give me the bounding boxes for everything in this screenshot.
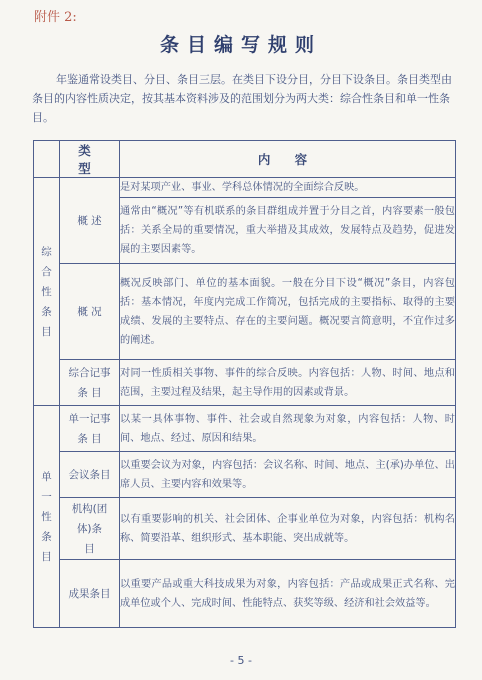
content-cell: 通常由“概况”等有机联系的条目群组成并置于分目之首，内容要素一般包括：关系全局的重要情况，重大举措及其成效，发展特点及趋势，促进发展的主要因素等。 [120, 198, 456, 264]
group-cell-comprehensive [34, 178, 60, 406]
table-row [34, 406, 456, 452]
table-row [34, 178, 456, 198]
table-row [34, 498, 456, 560]
content-cell: 以重要会议为对象，内容包括：会议名称、时间、地点、主(承)办单位、出席人员、主要内容和效果等。 [120, 452, 456, 498]
type-cell [60, 360, 120, 406]
table-header-row [34, 141, 456, 178]
content-cell: 概况反映部门、单位的基本面貌。一般在分目下设“概况”条目，内容包括：基本情况，年度内完成工作简况，包括完成的主要指标、取得的主要成绩、发展的主要特点、存在的主要问题。概况要言简意明，不宜作过多的阐述。 [120, 264, 456, 360]
type-line: 体)条 [76, 522, 103, 535]
type-cell [60, 498, 120, 560]
type-line: 条 目 [77, 386, 102, 399]
type-cell: 概 述 [60, 178, 120, 264]
header-blank-cell [34, 141, 60, 178]
page-number: - 5 - [230, 654, 252, 667]
header-content: 内 容 [120, 141, 456, 178]
rules-table [33, 140, 456, 628]
type-cell: 概 况 [60, 264, 120, 360]
group-char: 目 [41, 325, 52, 338]
content-cell: 是对某项产业、事业、学科总体情况的全面综合反映。 [120, 178, 456, 198]
attachment-label: 附件 2: [34, 10, 77, 25]
header-type: 类 型 [60, 141, 120, 178]
group-char: 条 [41, 305, 52, 318]
type-line: 条 目 [77, 432, 102, 445]
group-char: 条 [41, 530, 52, 543]
content-cell: 以重要产品或重大科技成果为对象，内容包括：产品或成果正式名称、完成单位或个人、完成时间、性能特点、获奖等级、经济和社会效益等。 [120, 560, 456, 628]
type-line: 单一记事 [68, 412, 111, 425]
group-char: 性 [41, 510, 52, 523]
group-char: 综 [41, 245, 52, 258]
group-char: 合 [41, 265, 52, 278]
content-cell: 对同一性质相关事物、事件的综合反映。内容包括：人物、时间、地点和范围，主要过程及结果，起主导作用的因素或背景。 [120, 360, 456, 406]
intro-text: 年鉴通常设类目、分目、条目三层。在类目下设分目，分目下设条目。条目类型由条目的内容性质决定，按其基本资料涉及的范围划分为两大类：综合性条目和单一性条目。 [32, 73, 452, 124]
type-cell: 会议条目 [60, 452, 120, 498]
group-char: 性 [41, 285, 52, 298]
content-cell: 以有重要影响的机关、社会团体、企事业单位为对象，内容包括：机构名称、简要沿革、组织形式、基本职能、突出成就等。 [120, 498, 456, 560]
group-char: 目 [41, 550, 52, 563]
intro-paragraph [32, 70, 454, 127]
group-char: 单 [41, 470, 52, 483]
table-row [34, 560, 456, 628]
type-cell [60, 406, 120, 452]
table-row [34, 452, 456, 498]
group-cell-single [34, 406, 60, 628]
content-cell: 以某一具体事物、事件、社会或自然现象为对象，内容包括：人物、时间、地点、经过、原因和结果。 [120, 406, 456, 452]
type-line: 目 [84, 542, 95, 555]
table-row [34, 360, 456, 406]
type-line: 综合记事 [68, 366, 111, 379]
page-title: 条目编写规则 [159, 34, 322, 56]
type-cell: 成果条目 [60, 560, 120, 628]
type-line: 机构(团 [71, 502, 108, 515]
group-char: 一 [41, 490, 52, 503]
table-row [34, 264, 456, 360]
